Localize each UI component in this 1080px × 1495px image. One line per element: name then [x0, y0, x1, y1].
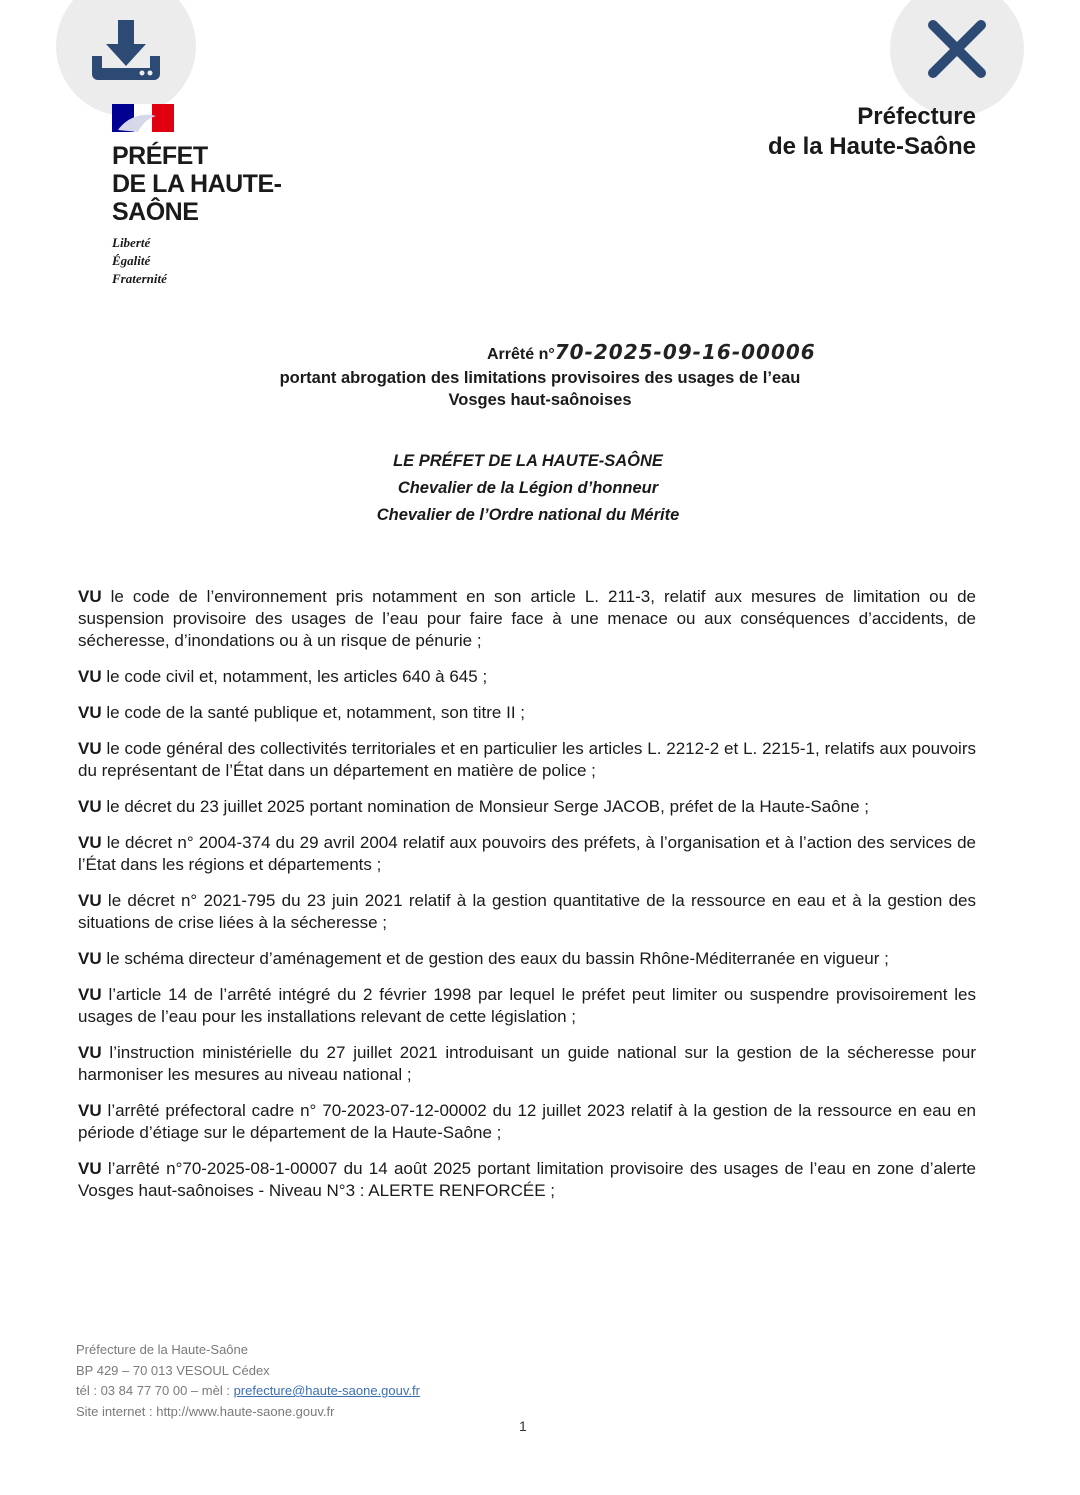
authority-line: Chevalier de la Légion d’honneur — [397, 479, 659, 497]
republic-motto — [112, 234, 302, 288]
footer-phone: tél : 03 84 77 70 00 – mèl : — [76, 1383, 234, 1398]
arrete-number — [487, 340, 816, 364]
close-icon — [925, 17, 989, 81]
arrete-handwritten-number: 70-2025-09-16-00006 — [554, 340, 816, 364]
vu-label: VU — [78, 1043, 102, 1062]
vu-label: VU — [78, 985, 102, 1004]
consideration-text: le décret n° 2004-374 du 29 avril 2004 relatif aux pouvoirs des préfets, à l’organisation et à l’action des services de l’État dans les régions et départements ; — [78, 833, 976, 874]
prefet-logo — [112, 104, 302, 288]
consideration-item — [78, 1100, 976, 1144]
motto-line: Fraternité — [112, 271, 167, 286]
consideration-text: l’instruction ministérielle du 27 juillet 2021 introduisant un guide national sur la gestion de la sécheresse pour harmoniser les mesures au niveau national ; — [78, 1043, 976, 1084]
consideration-text: le schéma directeur d’aménagement et de gestion des eaux du bassin Rhône-Méditerranée en vigueur ; — [106, 949, 889, 968]
consideration-item — [78, 666, 976, 688]
page-footer — [76, 1340, 420, 1422]
consideration-item — [78, 832, 976, 876]
consideration-text: le code de la santé publique et, notamment, son titre II ; — [106, 703, 526, 722]
vu-label: VU — [78, 1159, 102, 1178]
vu-label: VU — [78, 949, 102, 968]
vu-label: VU — [78, 587, 102, 606]
vu-label: VU — [78, 739, 102, 758]
consideration-text: l’arrêté n°70-2025-08-1-00007 du 14 août 2025 portant limitation provisoire des usages de l’eau en zone d’alerte Vosges haut-saônoises - Niveau N°3 : ALERTE RENFORCÉE ; — [78, 1159, 976, 1200]
prefecture-heading-line: Préfecture — [857, 103, 976, 130]
logo-title-line: DE LA HAUTE- — [112, 170, 282, 198]
authority-line: LE PRÉFET DE LA HAUTE-SAÔNE — [393, 452, 663, 470]
logo-title-line: SAÔNE — [112, 198, 199, 226]
consideration-text: le décret n° 2021-795 du 23 juin 2021 relatif à la gestion quantitative de la ressource en eau et à la gestion des situations de crise liées à la sécheresse ; — [78, 891, 976, 932]
consideration-item — [78, 796, 976, 818]
prefecture-heading — [768, 102, 976, 162]
vu-label: VU — [78, 833, 102, 852]
download-icon — [84, 4, 168, 88]
consideration-item — [78, 984, 976, 1028]
consideration-text: le code général des collectivités territoriales et en particulier les articles L. 2212-2 et L. 2215-1, relatifs aux pouvoirs du représentant de l’État dans un département en matière de police ; — [78, 739, 976, 780]
footer-website: Site internet : http://www.haute-saone.gouv.fr — [76, 1403, 335, 1419]
logo-title — [112, 142, 302, 226]
authority-line: Chevalier de l’Ordre national du Mérite — [376, 506, 680, 524]
arrete-zone: Vosges haut-saônoises — [448, 391, 632, 409]
vu-label: VU — [78, 1101, 102, 1120]
consideration-item — [78, 586, 976, 652]
consideration-item — [78, 1158, 976, 1202]
authority-titles — [300, 448, 756, 529]
footer-address-postal: BP 429 – 70 013 VESOUL Cédex — [76, 1362, 270, 1378]
motto-line: Égalité — [112, 253, 151, 268]
close-button[interactable] — [890, 0, 1024, 116]
considerations-list — [78, 586, 976, 1216]
consideration-text: le code civil et, notamment, les articles 640 à 645 ; — [106, 667, 488, 686]
consideration-text: l’article 14 de l’arrêté intégré du 2 février 1998 par lequel le préfet peut limiter ou suspendre provisoirement les usages de l’eau pour les installations relevant de cette législation ; — [78, 985, 976, 1026]
vu-label: VU — [78, 797, 102, 816]
vu-label: VU — [78, 891, 102, 910]
consideration-item — [78, 890, 976, 934]
motto-line: Liberté — [112, 235, 151, 250]
arrete-subtitle: portant abrogation des limitations provisoires des usages de l’eau — [279, 369, 801, 387]
consideration-item — [78, 948, 976, 970]
consideration-item — [78, 738, 976, 782]
consideration-item — [78, 702, 976, 724]
arrete-prefix: Arrêté n° — [487, 346, 555, 363]
consideration-text: le code de l’environnement pris notamment en son article L. 211-3, relatif aux mesures de limitation ou de suspension provisoire des usages de l’eau pour faire face à une menace ou aux conséquences d’accidents, de sécheresse, d’inondations ou à un risque de pénurie ; — [78, 587, 976, 650]
page-number: 1 — [519, 1418, 527, 1434]
footer-contact — [76, 1381, 420, 1402]
vu-label: VU — [78, 667, 102, 686]
prefecture-heading-line: de la Haute-Saône — [767, 133, 976, 160]
marianne-flag-icon — [112, 104, 174, 132]
consideration-item — [78, 1042, 976, 1086]
logo-title-line: PRÉFET — [112, 142, 208, 170]
download-button[interactable] — [56, 0, 196, 116]
footer-email-link[interactable]: prefecture@haute-saone.gouv.fr — [233, 1383, 420, 1398]
consideration-text: le décret du 23 juillet 2025 portant nomination de Monsieur Serge JACOB, préfet de la Haute-Saône ; — [106, 797, 869, 816]
vu-label: VU — [78, 703, 102, 722]
footer-address-name: Préfecture de la Haute-Saône — [76, 1342, 248, 1357]
consideration-text: l’arrêté préfectoral cadre n° 70-2023-07-12-00002 du 12 juillet 2023 relatif à la gestion de la ressource en eau en période d’étiage sur le département de la Haute-Saône ; — [78, 1101, 976, 1142]
